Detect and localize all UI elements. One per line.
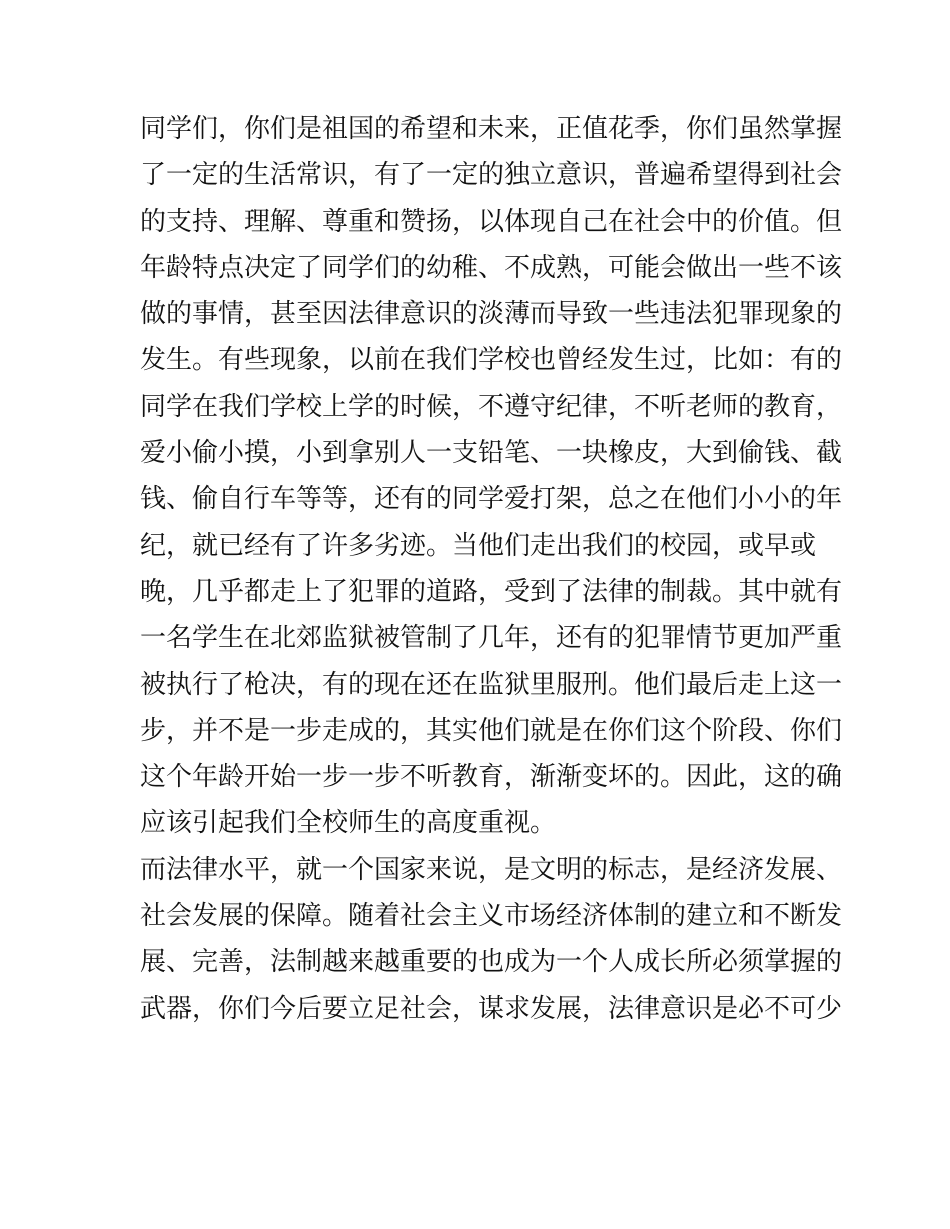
text-line: 展、完善，法制越来越重要的也成为一个人成长所必须掌握的 — [140, 947, 843, 978]
text-line: 同学们，你们是祖国的希望和未来，正值花季，你们虽然掌握 — [140, 114, 843, 144]
text-line: 一名学生在北郊监狱被管制了几年，还有的犯罪情节更加严重 — [140, 623, 843, 654]
text-line: 武器，你们今后要立足社会，谋求发展，法律意识是必不可少 — [140, 993, 843, 1024]
body-text — [140, 106, 843, 1032]
text-line: 而法律水平，就一个国家来说，是文明的标志，是经济发展、 — [140, 854, 843, 885]
text-line: 社会发展的保障。随着社会主义市场经济体制的建立和不断发 — [140, 901, 843, 932]
text-line: 被执行了枪决，有的现在还在监狱里服刑。他们最后走上这一 — [140, 669, 843, 700]
text-line: 了一定的生活常识，有了一定的独立意识，普遍希望得到社会 — [140, 160, 843, 191]
text-line: 的支持、理解、尊重和赞扬，以体现自己在社会中的价值。但 — [140, 206, 843, 237]
text-line: 同学在我们学校上学的时候，不遵守纪律，不听老师的教育， — [140, 391, 843, 422]
text-line: 爱小偷小摸，小到拿别人一支铅笔、一块橡皮，大到偷钱、截 — [140, 438, 843, 469]
text-line: 步，并不是一步走成的，其实他们就是在你们这个阶段、你们 — [140, 715, 843, 746]
text-line: 年龄特点决定了同学们的幼稚、不成熟，可能会做出一些不该 — [140, 252, 843, 283]
text-line: 晚，几乎都走上了犯罪的道路，受到了法律的制裁。其中就有 — [140, 576, 843, 607]
text-line: 做的事情，甚至因法律意识的淡薄而导致一些违法犯罪现象的 — [140, 299, 843, 330]
text-line: 这个年龄开始一步一步不听教育，渐渐变坏的。因此，这的确 — [140, 762, 843, 793]
text-line: 发生。有些现象，以前在我们学校也曾经发生过，比如：有的 — [140, 345, 843, 376]
text-line: 纪，就已经有了许多劣迹。当他们走出我们的校园，或早或 — [140, 530, 817, 561]
text-line: 应该引起我们全校师生的高度重视。 — [140, 808, 557, 839]
text-line: 钱、偷自行车等等，还有的同学爱打架，总之在他们小小的年 — [140, 484, 843, 515]
